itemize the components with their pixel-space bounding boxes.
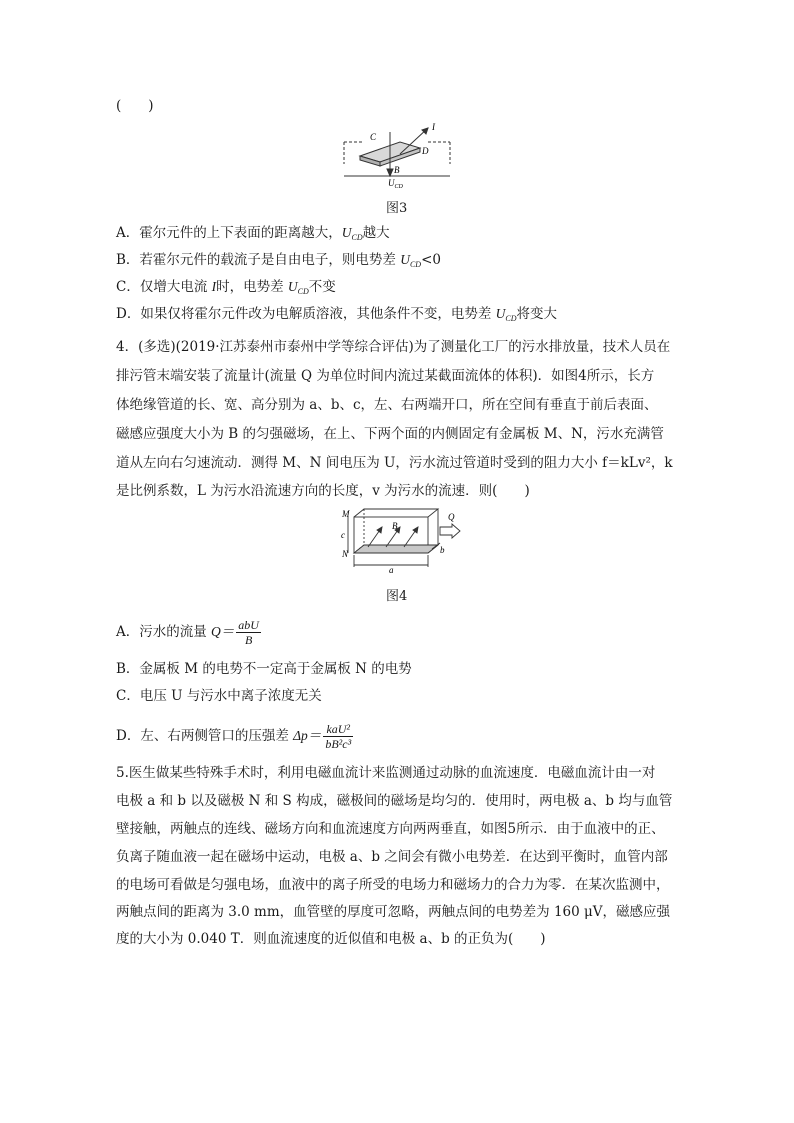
fig4-label-n: N	[342, 549, 349, 559]
fig4-label-b-width: b	[440, 545, 445, 555]
q4-option-a: A．污水的流量 Q＝ $\frac{\text{abU}}{B}$	[116, 618, 259, 647]
q4-option-b: B．金属板 M 的电势不一定高于金属板 N 的电势	[116, 661, 412, 677]
q5-line-5: 的电场可看做是匀强电场，血液中的离子所受的电场力和磁场力的合力为零．在某次监测中，	[116, 877, 670, 893]
fig4-label-c: c	[341, 530, 345, 540]
q3-option-b: B．若霍尔元件的载流子是自由电子，则电势差 $U_{CD}<0$	[116, 252, 441, 269]
fig3-label-b: B	[394, 165, 400, 175]
q4-option-a-fraction: $\frac{\text{abU}}{B}$	[238, 618, 259, 647]
q4-option-d: D．左、右两侧管口的压强差 Δp＝ $\frac{\text{kaU²}}{\text{bB²c³}}$	[116, 722, 352, 751]
fig3-label-c: C	[370, 132, 377, 142]
fig3-label-u-sub: CD	[394, 184, 403, 190]
q4-line-2: 排污管末端安装了流量计(流量 Q 为单位时间内流过某截面流体的体积)．如图4所示，长方	[116, 368, 655, 384]
figure-3-caption: 图3	[386, 201, 408, 216]
q4-option-d-fraction: $\frac{\text{kaU²}}{\text{bB²c³}}$	[325, 722, 352, 751]
q4-line-1: 4．(多选)(2019·江苏泰州市泰州中学等综合评估)为了测量化工厂的污水排放量，技术人员在	[116, 339, 671, 355]
fig4-label-q: Q	[448, 512, 455, 522]
svg-text:UCD	[388, 178, 404, 190]
q5-line-7: 度的大小为 0.040 T．则血流速度的近似值和电极 a、b 的正负为( )	[116, 931, 546, 947]
figure-4-caption: 图4	[386, 589, 408, 604]
fig3-label-d: D	[422, 146, 429, 156]
figure-3-hall-element	[338, 118, 458, 190]
q3-option-a: A．霍尔元件的上下表面的距离越大，$U_{CD}$越大	[116, 225, 390, 242]
figure-4-flowmeter	[336, 505, 476, 575]
answer-bracket: ( )	[116, 98, 154, 114]
q4-option-c: C．电压 U 与污水中离子浓度无关	[116, 688, 322, 704]
fig3-label-u: U	[388, 178, 395, 188]
fig4-label-b-field: B	[392, 521, 398, 531]
fig3-label-i: I	[432, 122, 435, 132]
q4-line-5: 道从左向右匀速流动．测得 M、N 间电压为 U，污水流过管道时受到的阻力大小 f＝kLv²，k	[116, 455, 673, 471]
q3-option-d: D．如果仅将霍尔元件改为电解质溶液，其他条件不变，电势差 $U_{CD}$将变大	[116, 306, 557, 323]
fig4-label-a: a	[389, 565, 394, 575]
q4-line-4: 磁感应强度大小为 B 的匀强磁场，在上、下两个面的内侧固定有金属板 M、N，污水充满管	[116, 426, 664, 442]
q5-line-3: 壁接触，两触点的连线、磁场方向和血流速度方向两两垂直，如图5所示．由于血液中的正、	[116, 821, 665, 837]
q5-line-6: 两触点间的距离为 3.0 mm，血管壁的厚度可忽略，两触点间的电势差为 160 μV，磁感应强	[116, 904, 671, 920]
q5-line-1: 5.医生做某些特殊手术时，利用电磁血流计来监测通过动脉的血流速度．电磁血流计由一对	[116, 765, 656, 781]
q5-line-2: 电极 a 和 b 以及磁极 N 和 S 构成，磁极间的磁场是均匀的．使用时，两电极 a、b 均与血管	[116, 793, 673, 809]
q4-line-6: 是比例系数，L 为污水沿流速方向的长度，v 为污水的流速．则( )	[116, 483, 530, 499]
q5-line-4: 负离子随血液一起在磁场中运动，电极 a、b 之间会有微小电势差．在达到平衡时，血管内部	[116, 849, 668, 865]
q3-option-c: C．仅增大电流 I时，电势差 $U_{CD}$不变	[116, 279, 336, 296]
fig4-label-m: M	[342, 509, 350, 519]
q4-line-3: 体绝缘管道的长、宽、高分别为 a、b、c，左、右两端开口，所在空间有垂直于前后表面、	[116, 397, 658, 413]
